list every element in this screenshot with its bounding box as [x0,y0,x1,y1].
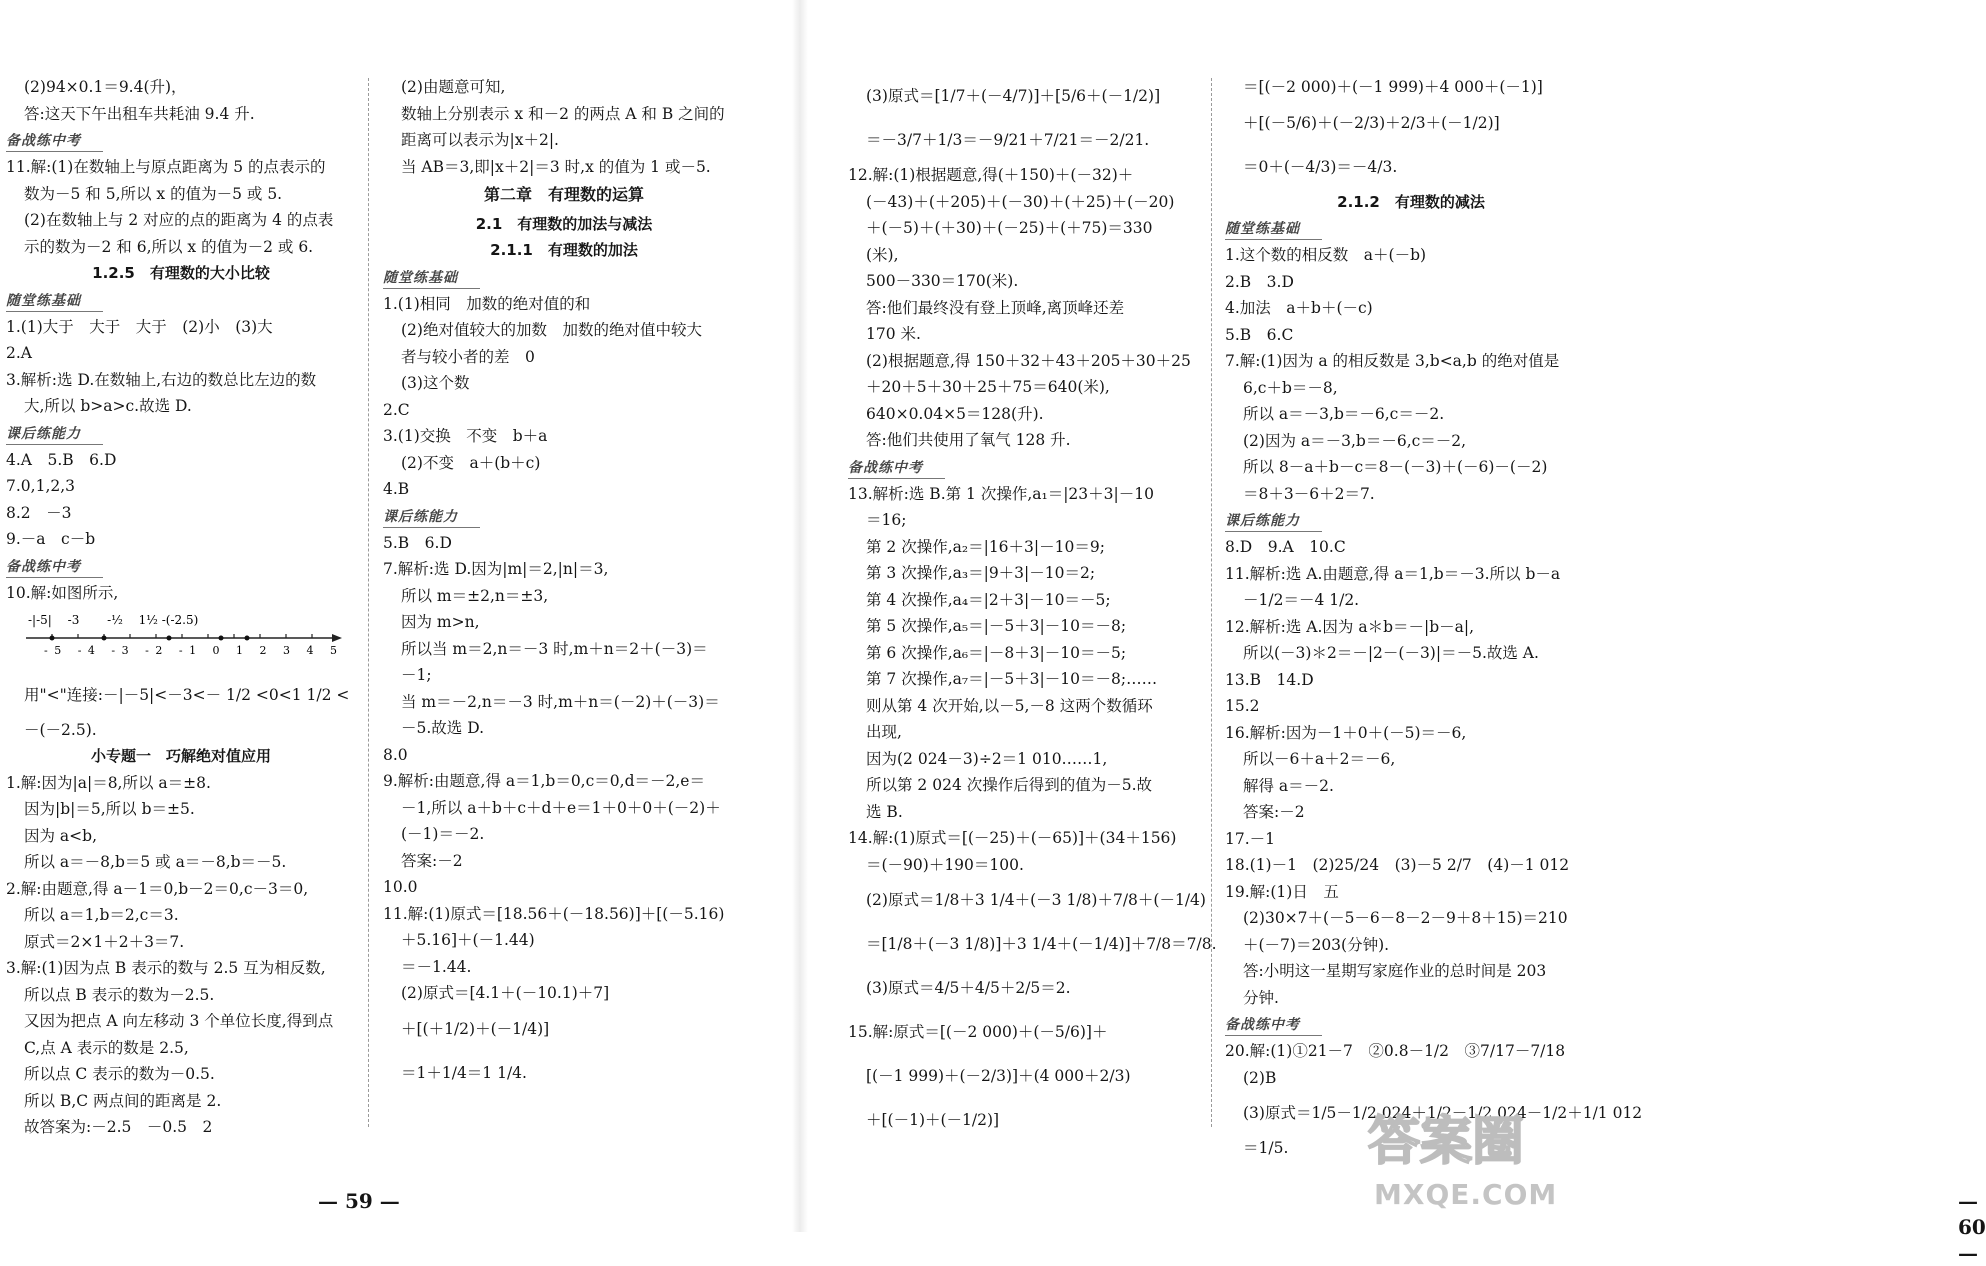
text-line: 所以当 m＝2,n＝－3 时,m＋n＝2＋(－3)＝ [401,639,708,658]
text-line: 2.A [6,344,32,362]
text-line: ＋(－7)＝203(分钟). [1243,935,1390,954]
text-line: 170 米. [866,325,921,343]
text-line: 答:他们最终没有登上顶峰,离顶峰还差 [866,298,1125,317]
section-tag: 课后练能力 [6,424,103,445]
text-line: C,点 A 表示的数是 2.5, [24,1038,189,1057]
text-line: 又因为把点 A 向左移动 3 个单位长度,得到点 [24,1012,334,1030]
page-number: — 60 — [1958,1189,1986,1265]
text-line: 所以第 2 024 次操作后得到的值为－5.故 [866,776,1153,794]
subsection-heading: 2.1.2 有理数的减法 [1337,192,1485,211]
text-line: 2.C [383,400,410,419]
text-line: 者与较小者的差 0 [401,347,535,366]
watermark-logo [1368,1112,1568,1222]
text-line: 13.B 14.D [1225,670,1314,689]
text-line: (－1)＝－2. [401,825,485,843]
section-heading: 小专题一 巧解绝对值应用 [90,747,271,765]
text-line: ＝[1/8＋(－3 1/8)]＋3 1/4＋(－1/4)]＋7/8＝7/8. [866,935,1217,953]
text-line: 12.解:(1)根据题意,得(＋150)＋(－32)＋ [848,166,1134,184]
column-1 [6,74,356,1141]
text-line: 答:他们共使用了氧气 128 升. [866,431,1071,449]
text-line: 示的数为－2 和 6,所以 x 的值为－2 或 6. [24,237,314,256]
text-line: (3)原式＝[1/7＋(－4/7)]＋[5/6＋(－1/2)] [866,87,1161,105]
right-page [808,0,1986,1265]
text-line: 因为 m>n, [401,613,480,631]
section-heading: 1.2.5 有理数的大小比较 [92,264,270,282]
text-line: 2.解:由题意,得 a－1＝0,b－2＝0,c－3＝0, [6,879,309,898]
text-line: (－43)＋(＋205)＋(－30)＋(＋25)＋(－20) [866,192,1175,211]
text-line: －1; [401,666,432,684]
section-tag: 随堂练基础 [1225,219,1322,240]
column-4 [1225,74,1643,1162]
text-line: ＋[(＋1/2)＋(－1/4)] [401,1019,550,1038]
text-line: 第 6 次操作,a₆＝|－8＋3|－10＝－5; [866,643,1127,662]
text-line: 第 2 次操作,a₂＝|16＋3|－10＝9; [866,537,1105,556]
text-line: 出现, [866,723,902,741]
text-line: (2)不变 a＋(b＋c) [401,453,541,472]
text-line: 11.解:(1)在数轴上与原点距离为 5 的点表示的 [6,158,326,176]
text-line: 14.解:(1)原式＝[(－25)＋(－65)]＋(34＋156) [848,829,1177,847]
text-line: 6,c＋b＝－8, [1243,378,1338,397]
text-line: 答:小明这一星期写家庭作业的总时间是 203 [1243,962,1547,980]
text-line: 则从第 4 次开始,以－5,－8 这两个数循环 [866,696,1153,715]
text-line: (2)在数轴上与 2 对应的点的距离为 4 的点表 [24,211,334,229]
text-line: 500－330＝170(米). [866,272,1019,290]
text-line: 5.B 6.C [1225,325,1294,344]
text-line: 13.解析:选 B.第 1 次操作,a₁＝|23＋3|－10 [848,484,1154,503]
text-line: 8.0 [383,745,408,764]
text-line: －1,所以 a＋b＋c＋d＋e＝1＋0＋0＋(－2)＋ [401,798,721,817]
watermark-url: MXQE.COM [1374,1178,1558,1211]
text-line: 20.解:(1)①21－7 ②0.8－1/2 ③7/17－7/18 [1225,1042,1566,1060]
text-line: (2)因为 a＝－3,b＝－6,c＝－2, [1243,431,1467,450]
column-2 [383,74,745,1095]
text-line: 15.解:原式＝[(－2 000)＋(－5/6)]＋ [848,1023,1108,1041]
number-line-figure [24,612,356,665]
text-line: 3.(1)交换 不变 b＋a [383,427,548,445]
text-line: ＋[(－5/6)＋(－2/3)＋2/3＋(－1/2)] [1243,113,1500,132]
left-page [0,0,792,1232]
text-line: (2)B [1243,1068,1277,1087]
text-line: 11.解:(1)原式＝[18.56＋(－18.56)]＋[(－5.16) [383,904,725,923]
section-tag: 课后练能力 [383,507,480,528]
text-line: 1.解:因为|a|＝8,所以 a＝±8. [6,773,211,792]
text-line: (2)绝对值较大的加数 加数的绝对值中较大 [401,321,702,339]
text-line: 所以 m＝±2,n＝±3, [401,586,549,605]
text-line: 当 m＝－2,n＝－3 时,m＋n＝(－2)＋(－3)＝ [401,692,720,711]
text-line: 用"<"连接:－|－5|<－3<－ 1/2 <0<1 1/2 < [24,685,350,704]
text-line: 12.解析:选 A.因为 a＊b＝－|b－a|, [1225,617,1475,636]
text-line: 大,所以 b>a>c.故选 D. [24,397,192,415]
section-tag: 备战练中考 [6,131,103,152]
text-line: 所以 a＝1,b＝2,c＝3. [24,906,179,924]
text-line: 10.0 [383,878,418,896]
number-line-top-labels: -|-5| -3 -½ 1½ -(-2.5) [28,613,199,627]
text-line: 所以 a＝－8,b＝5 或 a＝－8,b＝－5. [24,853,287,871]
text-line: 2.B 3.D [1225,272,1294,291]
text-line: (3)这个数 [401,374,470,392]
text-line: 故答案为:－2.5 －0.5 2 [24,1118,213,1136]
text-line: 7.解:(1)因为 a 的相反数是 3,b<a,b 的绝对值是 [1225,352,1560,370]
text-line: 7.0,1,2,3 [6,477,76,495]
text-line: 选 B. [866,802,903,821]
text-line: 5.B 6.D [383,533,452,552]
text-line: 所以(－3)＊2＝－|2－(－3)|＝－5.故选 A. [1243,644,1539,662]
text-line: －1/2＝－4 1/2. [1243,591,1360,609]
text-line: 当 AB＝3,即|x＋2|＝3 时,x 的值为 1 或－5. [401,157,711,176]
text-line: (2)94×0.1＝9.4(升)， [24,78,187,96]
page-number: — 59 — [318,1189,400,1213]
text-line: 原式＝2×1＋2＋3＝7. [24,932,185,951]
text-line: 8.D 9.A 10.C [1225,538,1346,556]
text-line: 分钟. [1243,988,1279,1007]
text-line: 8.2 －3 [6,503,72,522]
text-line: 数轴上分别表示 x 和－2 的两点 A 和 B 之间的 [401,104,725,123]
text-line: (3)原式＝4/5＋4/5＋2/5＝2. [866,979,1071,997]
text-line: 9.解析:由题意,得 a＝1,b＝0,c＝0,d＝－2,e＝ [383,772,705,790]
number-line-tick-labels: -5 -4 -3 -2 -1 0 1 2 3 4 5 [44,644,344,657]
text-line: ＋5.16]＋(－1.44) [401,931,535,949]
text-line: 距离可以表示为|x＋2|. [401,131,559,149]
column-divider [368,78,369,1127]
text-line: 4.B [383,480,410,498]
text-line: ＋(－5)＋(＋30)＋(－25)＋(＋75)＝330 [866,219,1153,237]
text-line: [(－1 999)＋(－2/3)]＋(4 000＋2/3) [866,1067,1131,1085]
text-line: 1.这个数的相反数 a＋(－b) [1225,246,1427,264]
text-line: (2)原式＝1/8＋3 1/4＋(－3 1/8)＋7/8＋(－1/4) [866,891,1206,909]
text-line: 因为|b|＝5,所以 b＝±5. [24,800,195,818]
text-line: 3.解:(1)因为点 B 表示的数与 2.5 互为相反数, [6,959,326,977]
text-line: ＝0＋(－4/3)＝－4/3. [1243,157,1398,176]
text-line: (米), [866,245,899,264]
text-line: 7.解析:选 D.因为|m|＝2,|n|＝3, [383,560,609,578]
text-line: ＝－3/7＋1/3＝－9/21＋7/21＝－2/21. [866,131,1150,149]
text-line: 所以点 B 表示的数为－2.5. [24,985,215,1004]
text-line: ＝[(－2 000)＋(－1 999)＋4 000＋(－1)] [1243,78,1543,96]
section-tag: 备战练中考 [1225,1015,1322,1036]
text-line: 答:这天下午出租车共耗油 9.4 升. [24,104,255,123]
text-line: 解得 a＝－2. [1243,776,1334,795]
column-divider [1211,78,1212,1127]
text-line: 4.A 5.B 6.D [6,450,117,469]
text-line: ＋[(－1)＋(－1/2)] [866,1111,1000,1129]
text-line: (2)由题意可知, [401,78,506,96]
text-line: 16.解析:因为－1＋0＋(－5)＝－6, [1225,723,1467,742]
section-tag: 备战练中考 [848,458,945,479]
text-line: 1.(1)相同 加数的绝对值的和 [383,294,591,313]
text-line: 第 4 次操作,a₄＝|2＋3|－10＝－5; [866,590,1111,609]
text-line: 11.解析:选 A.由题意,得 a＝1,b＝－3.所以 b－a [1225,564,1561,583]
chapter-heading: 第二章 有理数的运算 [483,185,644,204]
text-line: 答案:－2 [401,851,463,870]
subsection-heading: 2.1.1 有理数的加法 [490,241,638,259]
section-tag: 课后练能力 [1225,511,1322,532]
text-line: 640×0.04×5＝128(升). [866,404,1044,423]
text-line: 因为 a<b, [24,826,98,845]
text-line: －(－2.5). [24,720,97,739]
text-line: 4.加法 a＋b＋(－c) [1225,299,1373,317]
section-tag: 随堂练基础 [383,268,480,289]
text-line: 所以点 C 表示的数为－0.5. [24,1065,215,1083]
text-line: 所以－6＋a＋2＝－6, [1243,750,1396,768]
text-line: ＝1＋1/4＝1 1/4. [401,1063,527,1082]
text-line: 15.2 [1225,697,1260,715]
number-line-graphic [24,612,344,656]
text-line: ＝1/5. [1243,1139,1289,1157]
text-line: ＝－1.44. [401,957,472,976]
watermark-text: 答案圈 [1368,1112,1525,1172]
text-line: (2)根据题意,得 150＋32＋43＋205＋30＋25 [866,351,1191,370]
text-line: 第 5 次操作,a₅＝|－5＋3|－10＝－8; [866,617,1127,635]
section-tag: 随堂练基础 [6,291,103,312]
text-line: ＝(－90)＋190＝100. [866,855,1024,874]
section-heading: 2.1 有理数的加法与减法 [475,214,653,233]
text-line: 答案:－2 [1243,803,1305,821]
text-line: 所以 a＝－3,b＝－6,c＝－2. [1243,405,1445,423]
text-line: ＝16; [866,511,907,529]
text-line: 17.－1 [1225,829,1276,848]
text-line: (2)原式＝[4.1＋(－10.1)＋7] [401,984,610,1002]
text-line: 9.－a c－b [6,530,96,548]
book-gutter [792,0,808,1232]
text-line: 19.解:(1)日 五 [1225,882,1339,901]
text-line: 第 7 次操作,a₇＝|－5＋3|－10＝－8;…… [866,670,1158,688]
text-line: 1.(1)大于 大于 大于 (2)小 (3)大 [6,317,273,336]
text-line: 10.解:如图所示, [6,583,119,602]
text-line: －5.故选 D. [401,719,485,737]
text-line: 所以 B,C 两点间的距离是 2. [24,1091,222,1110]
text-line: (3)原式＝1/5－1/2 024＋1/2－1/2 024－1/2＋1/1 012 [1243,1104,1643,1122]
text-line: 第 3 次操作,a₃＝|9＋3|－10＝2; [866,564,1096,582]
text-line: 18.(1)－1 (2)25/24 (3)－5 2/7 (4)－1 012 [1225,856,1570,874]
text-line: 所以 8－a＋b－c＝8－(－3)＋(－6)－(－2) [1243,458,1548,476]
text-line: 数为－5 和 5,所以 x 的值为－5 或 5. [24,184,283,203]
text-line: (2)30×7＋(－5－6－8－2－9＋8＋15)＝210 [1243,909,1568,927]
column-3 [848,74,1217,1142]
text-line: 因为(2 024－3)÷2＝1 010……1, [866,749,1108,768]
text-line: 3.解析:选 D.在数轴上,右边的数总比左边的数 [6,370,317,389]
text-line: ＝8＋3－6＋2＝7. [1243,484,1375,503]
section-tag: 备战练中考 [6,557,103,578]
text-line: ＋20＋5＋30＋25＋75＝640(米), [866,378,1110,396]
